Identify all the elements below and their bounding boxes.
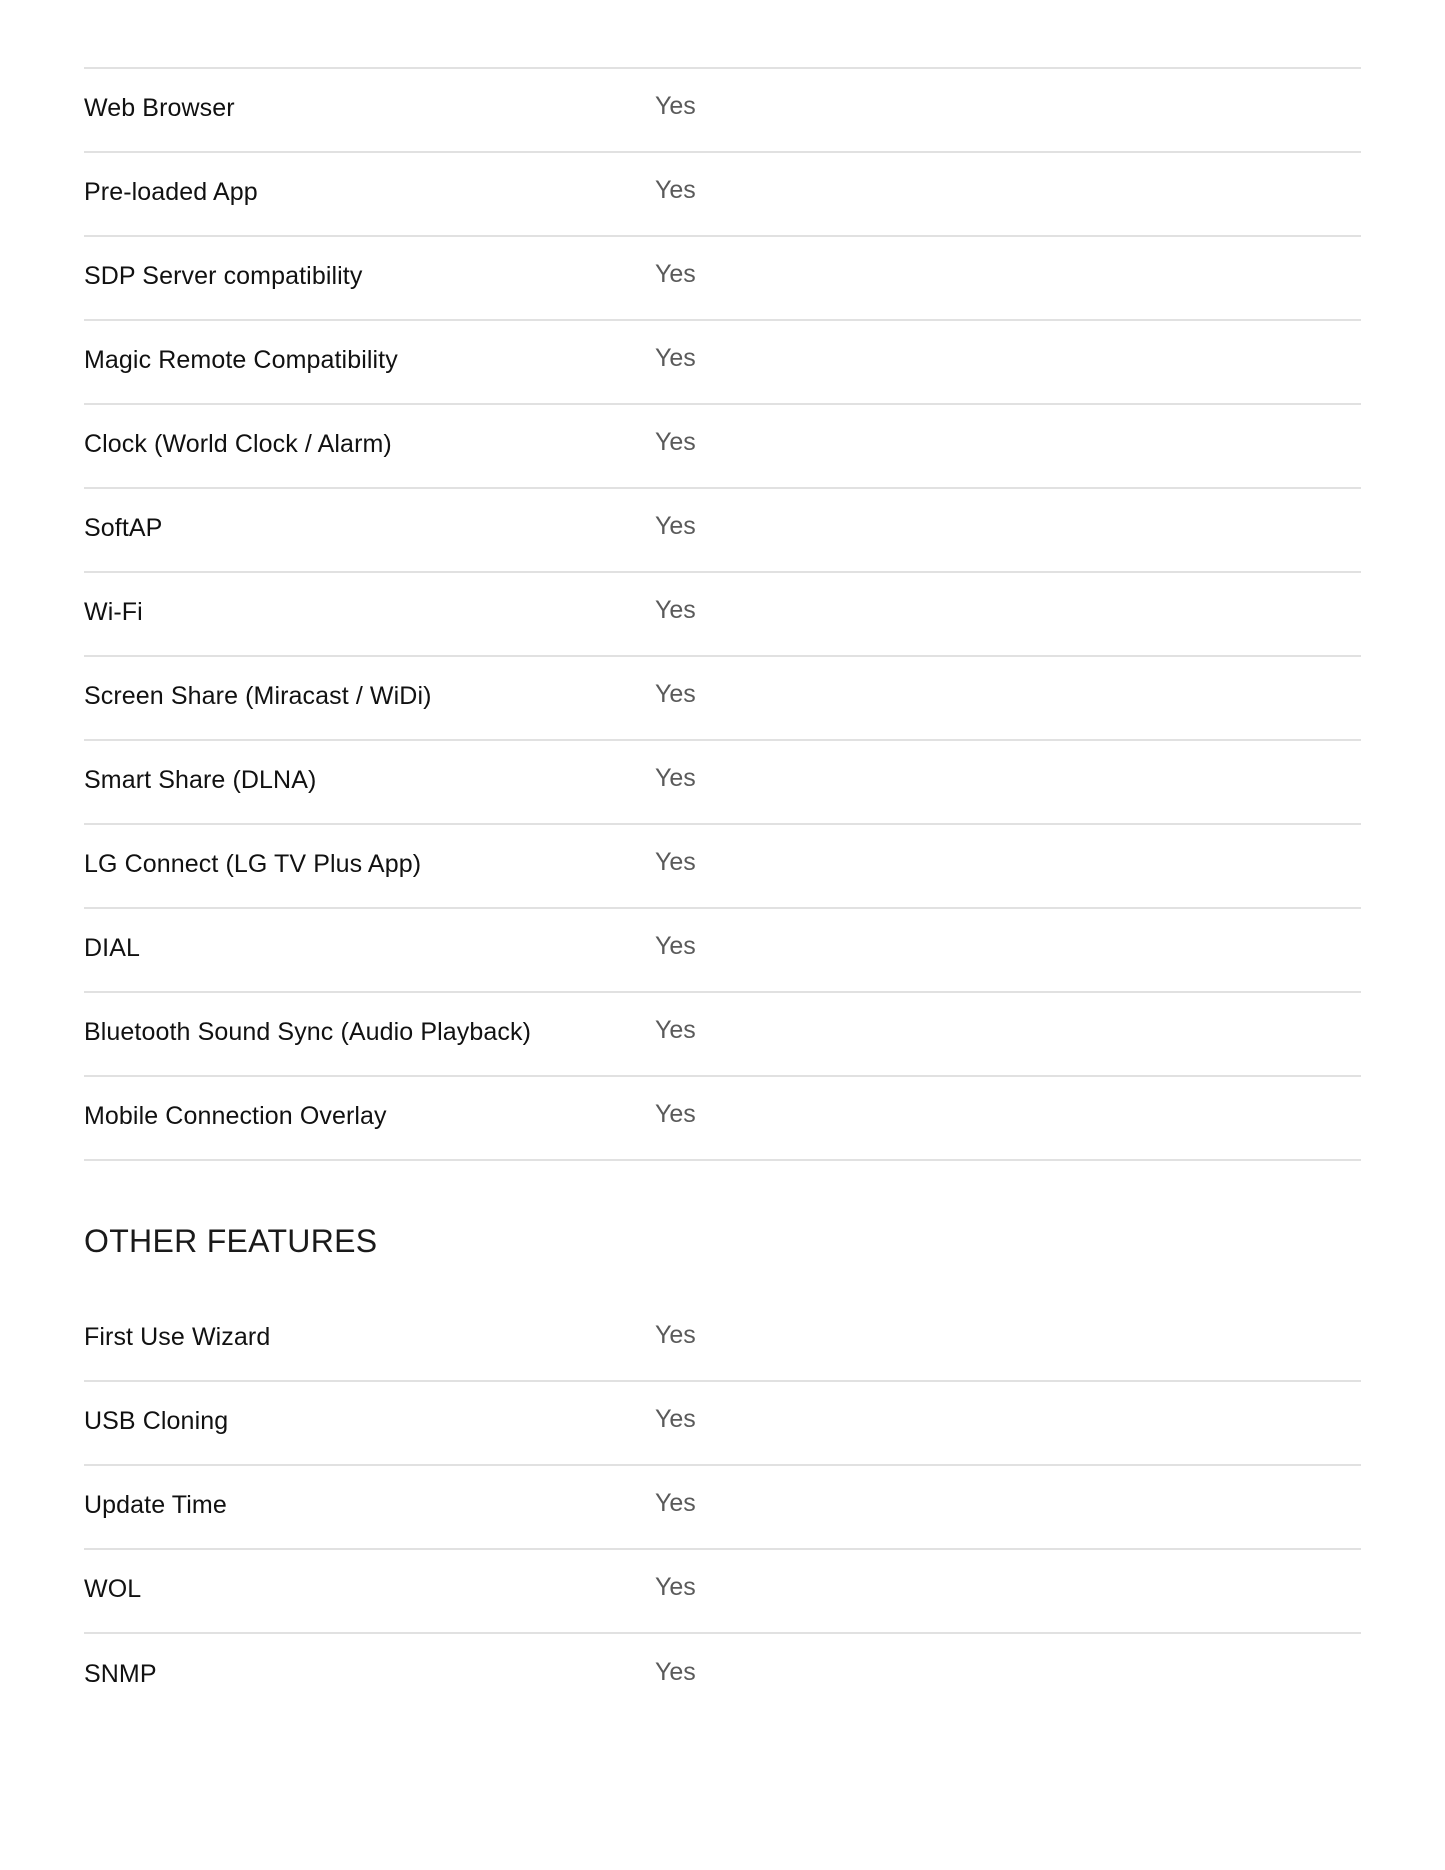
spec-label: USB Cloning [84, 1407, 229, 1435]
spec-value: Yes [655, 343, 696, 372]
table-row [84, 1077, 1361, 1161]
spec-value: Yes [655, 1488, 696, 1517]
table-row [84, 825, 1361, 909]
spec-label: LG Connect (LG TV Plus App) [84, 850, 422, 878]
spec-value: Yes [655, 259, 696, 288]
spec-value: Yes [655, 1015, 696, 1044]
spec-page [84, 67, 1361, 1718]
spec-label: Update Time [84, 1491, 227, 1519]
spec-value: Yes [655, 1404, 696, 1433]
spec-value: Yes [655, 427, 696, 456]
spec-label: Mobile Connection Overlay [84, 1102, 387, 1130]
spec-value: Yes [655, 847, 696, 876]
spec-label: Bluetooth Sound Sync (Audio Playback) [84, 1018, 532, 1046]
spec-label: Wi-Fi [84, 598, 143, 626]
table-row [84, 69, 1361, 153]
spec-label: DIAL [84, 934, 140, 962]
spec-label: Pre-loaded App [84, 178, 258, 206]
table-row [84, 489, 1361, 573]
spec-label: Magic Remote Compatibility [84, 346, 398, 374]
spec-value: Yes [655, 931, 696, 960]
table-row [84, 1298, 1361, 1382]
spec-value: Yes [655, 595, 696, 624]
table-row [84, 405, 1361, 489]
spec-table-smart-features [84, 67, 1361, 1161]
table-row [84, 1550, 1361, 1634]
table-row [84, 657, 1361, 741]
table-row [84, 573, 1361, 657]
table-row [84, 1634, 1361, 1718]
table-row [84, 993, 1361, 1077]
spec-value: Yes [655, 1099, 696, 1128]
spec-label: SoftAP [84, 514, 163, 542]
spec-label: First Use Wizard [84, 1323, 271, 1351]
spec-label: WOL [84, 1575, 142, 1603]
spec-value: Yes [655, 511, 696, 540]
spec-label: SNMP [84, 1660, 157, 1688]
spec-label: SDP Server compatibility [84, 262, 363, 290]
spec-label: Web Browser [84, 94, 235, 122]
table-row [84, 741, 1361, 825]
section-title-other-features: OTHER FEATURES [84, 1223, 378, 1259]
table-row [84, 1382, 1361, 1466]
table-row [84, 237, 1361, 321]
spec-label: Screen Share (Miracast / WiDi) [84, 682, 432, 710]
spec-value: Yes [655, 1572, 696, 1601]
spec-value: Yes [655, 1657, 696, 1686]
table-row [84, 1466, 1361, 1550]
spec-table-other-features [84, 1298, 1361, 1718]
table-row [84, 321, 1361, 405]
spec-value: Yes [655, 1320, 696, 1349]
spec-value: Yes [655, 763, 696, 792]
table-row [84, 909, 1361, 993]
spec-value: Yes [655, 91, 696, 120]
spec-label: Smart Share (DLNA) [84, 766, 317, 794]
spec-value: Yes [655, 175, 696, 204]
table-row [84, 153, 1361, 237]
spec-value: Yes [655, 679, 696, 708]
spec-label: Clock (World Clock / Alarm) [84, 430, 392, 458]
